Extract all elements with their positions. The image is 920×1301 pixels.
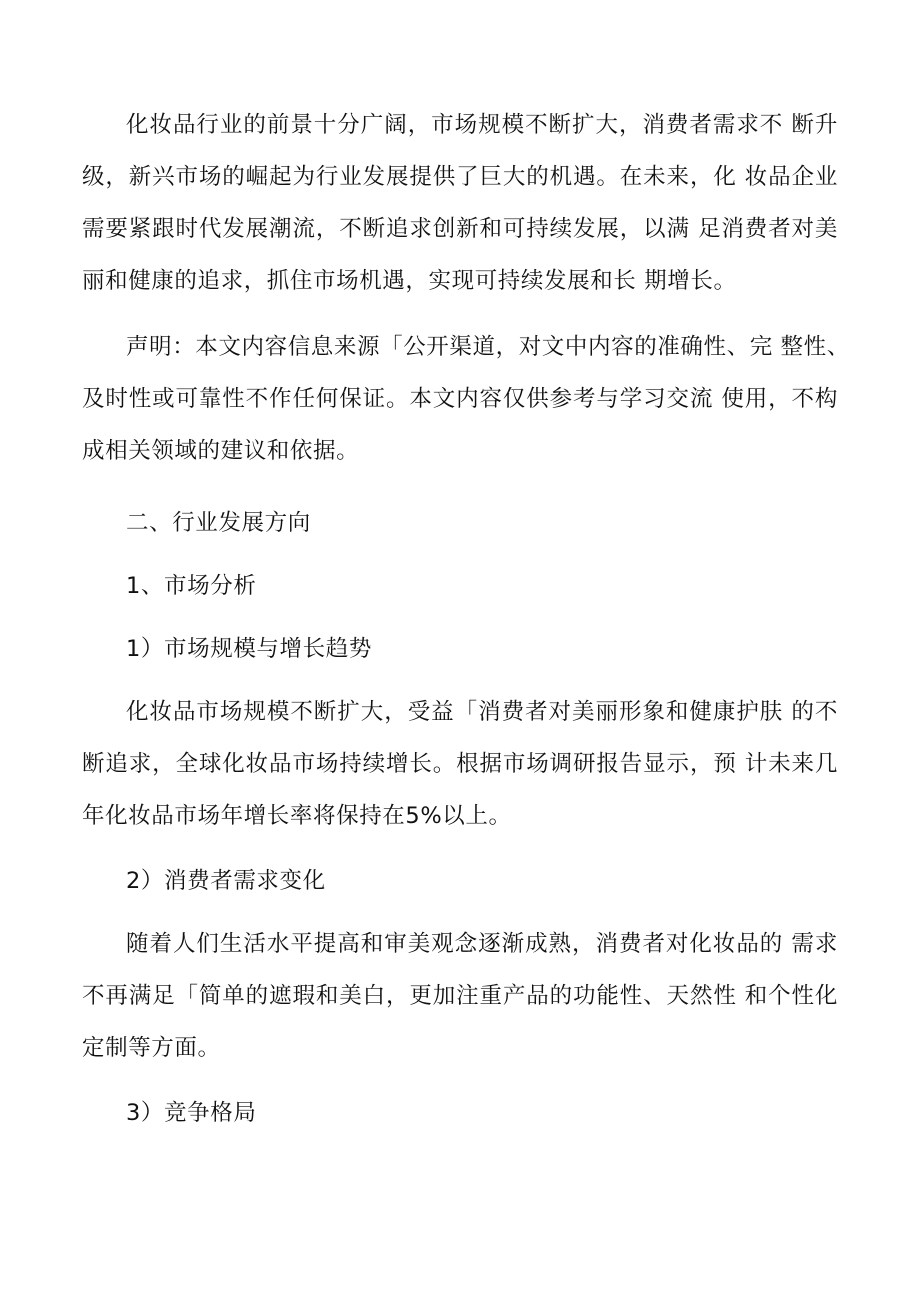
disclaimer-line-1: 声明：本文内容信息来源「公开渠道，对文中内容的准确性、完 整性、 <box>126 334 850 360</box>
item-1-body-line-3: 年化妆品市场年增长率将保持在5%以上。 <box>82 803 512 829</box>
item-1-heading: 1）市场规模与增长趋势 <box>126 636 372 662</box>
item-1-body-line-2: 断追求，全球化妆品市场持续增长。根据市场调研报告显示，预 计未来几 <box>82 751 838 777</box>
item-2-body-line-3: 定制等方面。 <box>82 1035 221 1061</box>
item-2-body-line-2: 不再满足「简单的遮瑕和美白，更加注重产品的功能性、天然性 和个性化 <box>82 983 838 1009</box>
section-heading: 二、行业发展方向 <box>126 510 311 536</box>
item-1-body-line-1: 化妆品市场规模不断扩大，受益「消费者对美丽形象和健康护肤 的不 <box>126 699 838 725</box>
paragraph-1-line-3: 需要紧跟时代发展潮流，不断追求创新和可持续发展，以满 足消费者对美 <box>82 216 838 242</box>
paragraph-1-line-4: 丽和健康的追求，抓住市场机遇，实现可持续发展和长 期增长。 <box>82 268 737 294</box>
disclaimer-line-2: 及时性或可靠性不作任何保证。本文内容仅供参考与学习交流 使用，不构 <box>82 386 838 412</box>
item-3-heading: 3）竞争格局 <box>126 1100 257 1126</box>
disclaimer-line-3: 成相关领域的建议和依据。 <box>82 438 360 464</box>
paragraph-1-line-2: 级，新兴市场的崛起为行业发展提供了巨大的机遇。在未来，化 妆品企业 <box>82 164 838 190</box>
subsection-heading: 1、市场分析 <box>126 573 257 599</box>
paragraph-1-line-1: 化妆品行业的前景十分广阔，市场规模不断扩大，消费者需求不 断升 <box>126 112 838 138</box>
item-2-heading: 2）消费者需求变化 <box>126 868 326 894</box>
item-2-body-line-1: 随着人们生活水平提高和审美观念逐渐成熟，消费者对化妆品的 需求 <box>126 931 838 957</box>
